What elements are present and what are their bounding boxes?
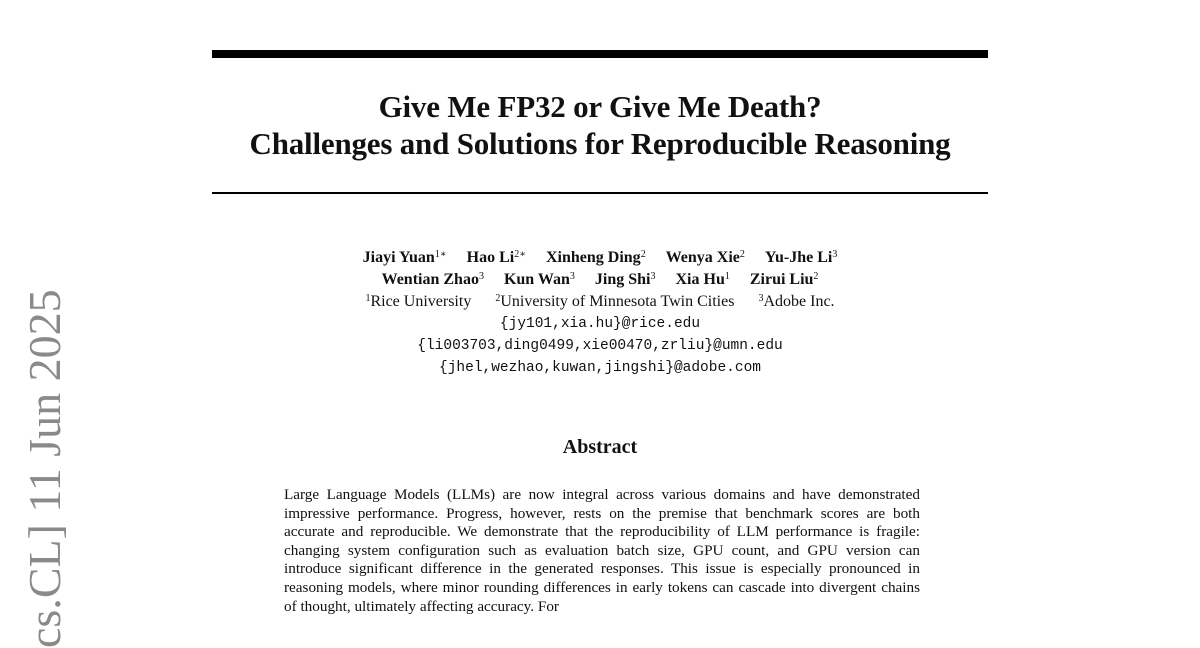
title-rule [212,192,988,194]
abstract-heading: Abstract [562,436,638,458]
title-line-2: Challenges and Solutions for Reproducible Reasoning [249,126,951,161]
author: Jing Shi$^3$ [594,271,656,288]
author: Wentian Zhao$^3$ [381,271,484,288]
email-adobe[interactable]: {jhel,wezhao,kuwan,jingshi}@adobe.com [439,360,761,376]
author: Hao $Li^{2∗}$ [466,249,526,266]
author: Kun Wan$^3$ [503,271,575,288]
abstract-text: Large Language Models (LLMs) are now integral across various domains and have demonstrated impressive performance. Progress, however, rests on the premise that benchmark scores are both accurate and reproducible. We demonstrate that the reproducibility of LLM performance is fragile: changing system configuration such as evaluation batch size, GPU count, and GPU version can introduce significant difference in the generated responses. This issue is especially pronounced in reasoning models, where minor rounding differences in early tokens can cascade into divergent chains of thought, ultimately affecting accuracy. For [284,486,920,615]
email-rice[interactable]: {jy101,xia.hu}@rice.edu [499,316,701,332]
affiliation: $^2$University of Minnesota Twin Cities [495,293,735,310]
arxiv-side-stamp: cs.CL] 11 Jun 2025 [19,289,70,648]
paper-title [150,88,1050,162]
author: Xia Hu$^1$ [675,271,730,288]
affiliation: $^3$Adobe Inc. [758,293,835,310]
top-rule [212,50,988,58]
author-block [200,247,1000,379]
author: Yu-Jhe Li$^3$ [764,249,838,266]
affiliations [200,291,1000,313]
author-row-2 [200,269,1000,291]
author: Xinheng Ding$^2$ [545,249,646,266]
abstract-body [284,486,920,616]
title-line-1: Give Me FP32 or Give Me Death? [378,89,822,124]
author: Jiayi Yuan$^{1∗}$ [362,249,447,266]
author: Wenya Xie$^2$ [665,249,745,266]
email-umn[interactable]: {li003703,ding0499,xie00470,zrliu}@umn.edu [417,338,783,354]
affiliation: $^1$Rice University [365,293,472,310]
author: Zirui Liu$^2$ [749,271,819,288]
author-row-1 [200,247,1000,269]
